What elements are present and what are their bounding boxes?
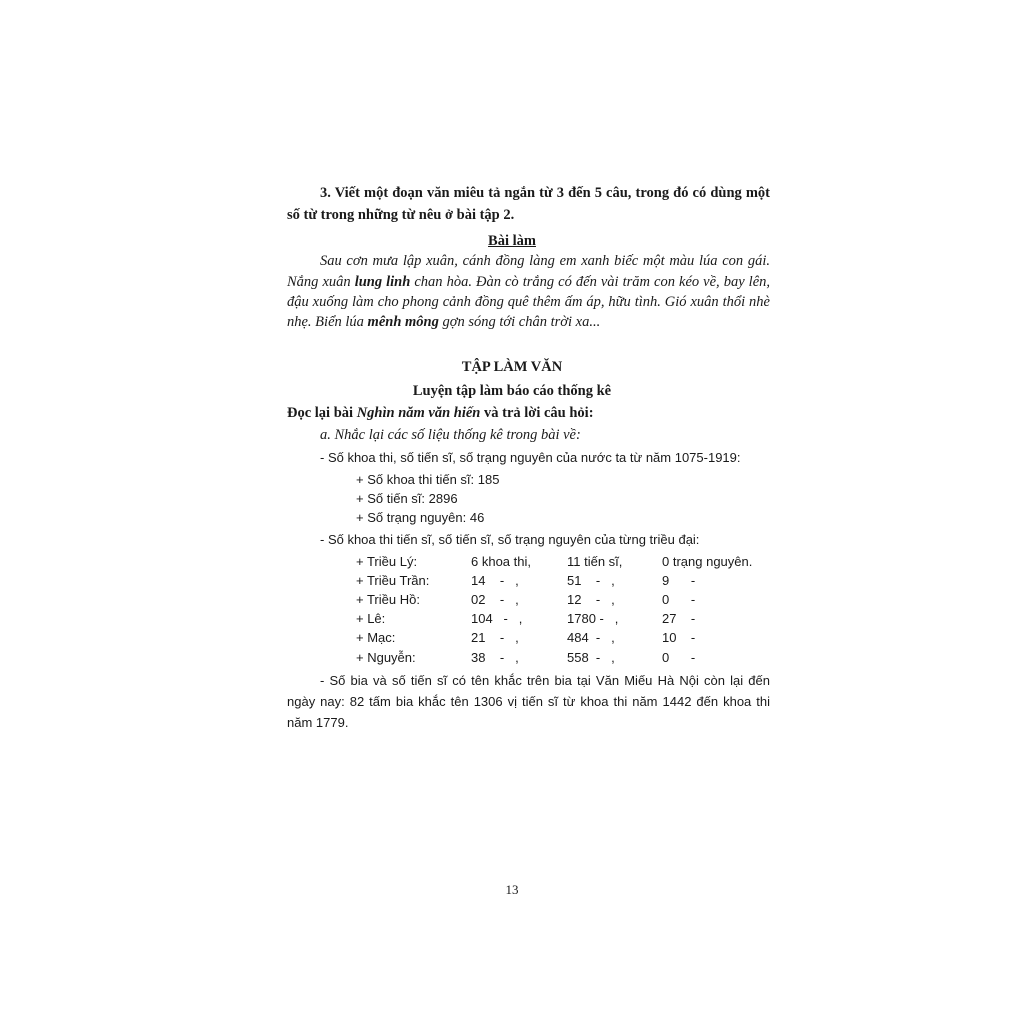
exam-count: 02 - , xyxy=(471,592,519,607)
section-title: TẬP LÀM VĂN xyxy=(461,359,563,375)
page-number: 13 xyxy=(505,882,519,897)
exam-count: 6 khoa thi, xyxy=(471,554,531,569)
exam-count: 14 - , xyxy=(471,573,519,588)
part-a-prompt: a. Nhắc lại các số liệu thống kê trong bài về: xyxy=(320,427,581,443)
doctor-count: 558 - , xyxy=(567,650,615,665)
exam-count: 21 - , xyxy=(471,630,519,645)
answer-heading: Bài làm xyxy=(488,233,536,249)
laureate-count: 10 - xyxy=(662,630,696,645)
answer-line-2-part-a: Nắng xuân xyxy=(287,274,355,290)
exam-count: 38 - , xyxy=(471,650,519,665)
answer-line-4-part-c: gợn sóng tới chân trời xa... xyxy=(438,314,601,330)
stele-line-1: - Số bia và số tiến sĩ có tên khắc trên bia tại Văn Miếu Hà Nội còn lại đến xyxy=(320,673,770,688)
answer-line-2 xyxy=(287,272,770,292)
dynasty-name: + Mạc: xyxy=(356,630,396,645)
exam-count: 104 - , xyxy=(471,611,523,626)
overall-stat-item: + Số trạng nguyên: 46 xyxy=(356,510,485,525)
doctor-count: 11 tiến sĩ, xyxy=(567,554,623,569)
overall-stat-item: + Số tiến sĩ: 2896 xyxy=(356,491,458,506)
exercise-3-line-2: số từ trong những từ nêu ở bài tập 2. xyxy=(287,207,515,223)
instruction xyxy=(287,403,594,423)
answer-line-3: đậu xuống làm cho phong cảnh đồng quê thêm ấm áp, hữu tình. Gió xuân thổi nhè xyxy=(287,294,770,310)
answer-line-2-part-c: chan hòa. Đàn cò trắng có đến vài trăm con kéo về, bay lên, xyxy=(410,274,771,290)
answer-emphasis-lung-linh: lung linh xyxy=(354,274,411,290)
laureate-count: 0 - xyxy=(662,650,696,665)
answer-line-1: Sau cơn mưa lập xuân, cánh đồng làng em xanh biếc một màu lúa con gái. xyxy=(320,253,770,269)
doctor-count: 51 - , xyxy=(567,573,615,588)
dynasty-name: + Triều Trần: xyxy=(356,573,430,588)
instruction-part-a: Đọc lại bài xyxy=(287,405,357,421)
stele-line-2: ngày nay: 82 tấm bia khắc tên 1306 vị tiến sĩ từ khoa thi năm 1442 đến khoa thi xyxy=(287,694,770,709)
answer-emphasis-menh-mong: mênh mông xyxy=(367,314,439,330)
instruction-text-title: Nghìn năm văn hiến xyxy=(356,405,481,421)
laureate-count: 27 - xyxy=(662,611,696,626)
overall-stats-intro: - Số khoa thi, số tiến sĩ, số trạng nguyên của nước ta từ năm 1075-1919: xyxy=(320,450,741,465)
laureate-count: 0 trạng nguyên. xyxy=(662,554,753,569)
doctor-count: 484 - , xyxy=(567,630,615,645)
dynasty-name: + Nguyễn: xyxy=(356,650,416,665)
instruction-part-c: và trả lời câu hỏi: xyxy=(480,405,594,421)
dynasty-name: + Lê: xyxy=(356,611,386,626)
section-subtitle: Luyện tập làm báo cáo thống kê xyxy=(412,383,612,399)
exercise-3-line-1: 3. Viết một đoạn văn miêu tả ngắn từ 3 đến 5 câu, trong đó có dùng một xyxy=(320,185,770,201)
answer-line-4 xyxy=(287,312,600,332)
dynasty-stats-intro: - Số khoa thi tiến sĩ, số tiến sĩ, số trạng nguyên của từng triều đại: xyxy=(320,532,700,547)
answer-line-4-part-a: nhẹ. Biển lúa xyxy=(287,314,368,330)
stele-line-3: năm 1779. xyxy=(287,715,349,730)
dynasty-name: + Triều Lý: xyxy=(356,554,418,569)
laureate-count: 9 - xyxy=(662,573,696,588)
doctor-count: 1780 - , xyxy=(567,611,619,626)
doctor-count: 12 - , xyxy=(567,592,615,607)
overall-stat-item: + Số khoa thi tiến sĩ: 185 xyxy=(356,472,500,487)
dynasty-name: + Triều Hồ: xyxy=(356,592,420,607)
laureate-count: 0 - xyxy=(662,592,696,607)
